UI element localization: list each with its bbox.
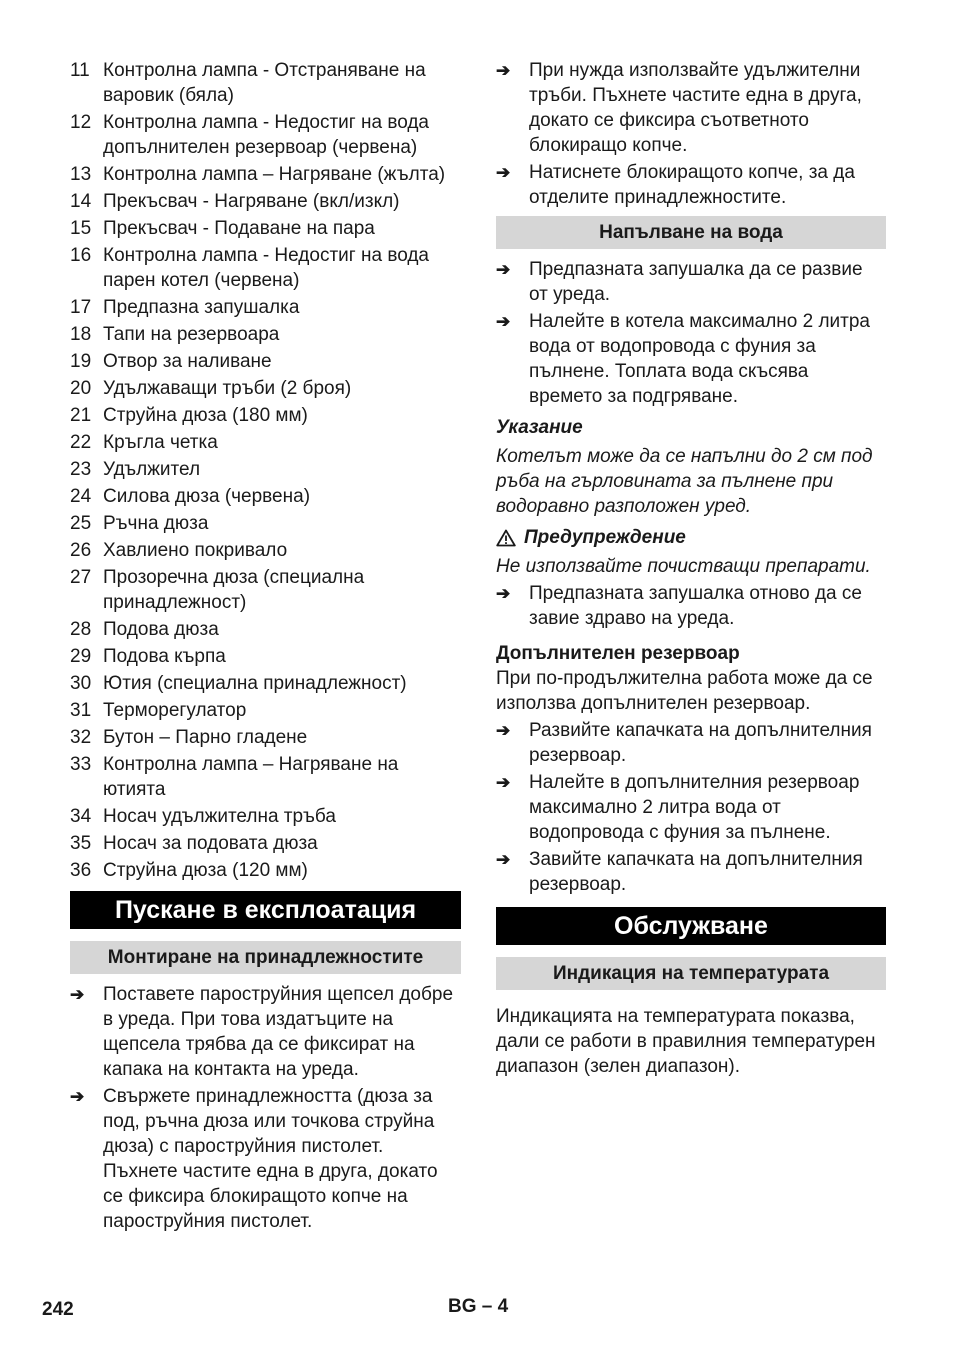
bullet-text: Предпазната запушалка да се развие от уреда.: [529, 259, 863, 305]
item-number: 36: [70, 860, 92, 881]
arrow-icon: ➔: [496, 260, 511, 279]
note-text: Котелът може да се напълни до 2 см под ръба на гърловината за пълнене при водоравно разположен уред.: [496, 446, 873, 517]
item-text: Контролна лампа - Недостиг на вода парен котел (червена): [103, 245, 429, 291]
subsection-title-accessories: Монтиране на принадлежностите: [70, 941, 461, 974]
item-text: Подова дюза: [103, 619, 219, 640]
bullet-text: Завийте капачката на допълнителния резервоар.: [529, 849, 863, 895]
item-text: Бутон – Парно гладене: [103, 727, 308, 748]
item-number: 25: [70, 513, 92, 534]
list-item: [70, 725, 461, 750]
item-text: Силова дюза (червена): [103, 486, 311, 507]
tank-text: При по-продължителна работа може да се използва допълнителен резервоар.: [496, 668, 873, 714]
arrow-icon: ➔: [70, 985, 85, 1004]
list-item: [70, 698, 461, 723]
item-number: 33: [70, 754, 92, 775]
arrow-icon: ➔: [496, 850, 511, 869]
item-number: 19: [70, 351, 92, 372]
item-number: 12: [70, 112, 92, 133]
right-column: [496, 58, 886, 1081]
warning-bullet: [496, 581, 886, 631]
item-text: Контролна лампа - Недостиг на вода допълнителен резервоар (червена): [103, 112, 429, 158]
subsection-title-water: Напълване на вода: [496, 216, 886, 249]
subsection-title-temperature: Индикация на температурата: [496, 957, 886, 990]
arrow-icon: ➔: [496, 163, 511, 182]
bullet-text: Развийте капачката на допълнителния резервоар.: [529, 720, 872, 766]
item-number: 11: [70, 60, 90, 81]
item-number: 22: [70, 432, 92, 453]
list-item: [70, 858, 461, 883]
bullet-item: [70, 1084, 461, 1234]
language-page-label: BG – 4: [448, 1296, 509, 1317]
item-number: 26: [70, 540, 92, 561]
list-item: [70, 322, 461, 347]
item-text: Тапи на резервоара: [103, 324, 280, 345]
bullet-item: [496, 770, 886, 845]
warning-heading: [496, 525, 886, 550]
bullet-item: [496, 847, 886, 897]
list-item: [70, 376, 461, 401]
accessories-bullets: [70, 982, 461, 1234]
left-column: [70, 58, 461, 1236]
list-item: [70, 295, 461, 320]
item-number: 34: [70, 806, 92, 827]
item-text: Предпазна запушалка: [103, 297, 300, 318]
parts-list: [70, 58, 461, 883]
list-item: [70, 511, 461, 536]
item-number: 32: [70, 727, 92, 748]
item-text: Носач за подовата дюза: [103, 833, 318, 854]
list-item: [70, 804, 461, 829]
list-item: [70, 671, 461, 696]
item-text: Удължител: [103, 459, 201, 480]
extension-bullets: [496, 58, 886, 210]
list-item: [70, 752, 461, 802]
item-number: 17: [70, 297, 92, 318]
temperature-text: Индикацията на температурата показва, дали се работи в правилния температурен диапазон (зелен диапазон).: [496, 1006, 876, 1077]
item-number: 30: [70, 673, 92, 694]
item-number: 35: [70, 833, 92, 854]
item-text: Ръчна дюза: [103, 513, 209, 534]
item-text: Терморегулатор: [103, 700, 247, 721]
bullet-text: При нужда използвайте удължителни тръби. Пъхнете частите една в друга, докато се фиксира съответното блокиращо копче.: [529, 60, 862, 156]
list-item: [70, 162, 461, 187]
item-text: Отвор за наливане: [103, 351, 272, 372]
warning-triangle-icon: [496, 529, 516, 547]
list-item: [70, 617, 461, 642]
item-text: Подова кърпа: [103, 646, 226, 667]
item-number: 15: [70, 218, 92, 239]
item-number: 21: [70, 405, 92, 426]
section-title-service: Обслужване: [496, 907, 886, 945]
item-text: Кръгла четка: [103, 432, 218, 453]
list-item: [70, 349, 461, 374]
item-number: 20: [70, 378, 92, 399]
item-text: Прекъсвач - Нагряване (вкл/изкл): [103, 191, 400, 212]
list-item: [70, 403, 461, 428]
item-number: 14: [70, 191, 92, 212]
item-text: Удължаващи тръби (2 броя): [103, 378, 352, 399]
list-item: [70, 831, 461, 856]
arrow-icon: ➔: [496, 773, 511, 792]
tank-bullets: [496, 718, 886, 897]
warning-label: Предупреждение: [524, 527, 686, 548]
item-text: Контролна лампа – Нагряване (жълта): [103, 164, 446, 185]
bullet-text: Налейте в допълнителния резервоар максимално 2 литра вода от водопровода с фуния за пълнене.: [529, 772, 860, 843]
arrow-icon: ➔: [70, 1087, 85, 1106]
bullet-text: Свържете принадлежността (дюза за под, ръчна дюза или точкова струйна дюза) с пароструйния пистолет. Пъхнете частите една в друга, докато се фиксира блокиращото копче на пароструйния пистолет.: [103, 1086, 438, 1232]
list-item: [70, 243, 461, 293]
page-number: 242: [42, 1299, 74, 1320]
item-number: 29: [70, 646, 92, 667]
item-text: Прозоречна дюза (специална принадлежност): [103, 567, 365, 613]
item-text: Ютия (специална принадлежност): [103, 673, 407, 694]
bullet-item: [496, 58, 886, 158]
arrow-icon: ➔: [496, 721, 511, 740]
bullet-text: Предпазната запушалка отново да се завие здраво на уреда.: [529, 583, 862, 629]
item-number: 24: [70, 486, 92, 507]
item-number: 27: [70, 567, 92, 588]
list-item: [70, 430, 461, 455]
bullet-item: [70, 982, 461, 1082]
item-number: 16: [70, 245, 92, 266]
list-item: [70, 216, 461, 241]
note-label: Указание: [496, 417, 583, 438]
warning-text: Не използвайте почистващи препарати.: [496, 556, 871, 577]
item-text: Контролна лампа – Нагряване на ютията: [103, 754, 399, 800]
bullet-item: [496, 160, 886, 210]
item-number: 13: [70, 164, 92, 185]
arrow-icon: ➔: [496, 61, 511, 80]
item-number: 23: [70, 459, 92, 480]
item-text: Прекъсвач - Подаване на пара: [103, 218, 375, 239]
list-item: [70, 457, 461, 482]
list-item: [70, 644, 461, 669]
arrow-icon: ➔: [496, 312, 511, 331]
item-number: 31: [70, 700, 92, 721]
item-number: 28: [70, 619, 92, 640]
item-number: 18: [70, 324, 92, 345]
bullet-text: Налейте в котела максимално 2 литра вода от водопровода с фуния за пълнене. Топлата вода скъсява времето за подгряване.: [529, 311, 870, 407]
arrow-icon: ➔: [496, 584, 511, 603]
bullet-text: Поставете пароструйния щепсел добре в уреда. При това издатъците на щепсела трябва да се фиксират на капака на контакта на уреда.: [103, 984, 454, 1080]
bullet-item: [496, 309, 886, 409]
tank-title: Допълнителен резервоар: [496, 643, 740, 664]
list-item: [70, 189, 461, 214]
list-item: [70, 110, 461, 160]
list-item: [70, 565, 461, 615]
item-text: Струйна дюза (120 мм): [103, 860, 308, 881]
bullet-text: Натиснете блокиращото копче, за да отделите принадлежностите.: [529, 162, 855, 208]
item-text: Хавлиено покривало: [103, 540, 288, 561]
item-text: Контролна лампа - Отстраняване на варовик (бяла): [103, 60, 426, 106]
section-title-startup: Пускане в експлоатация: [70, 891, 461, 929]
item-text: Струйна дюза (180 мм): [103, 405, 308, 426]
bullet-item: [496, 718, 886, 768]
water-bullets: [496, 257, 886, 409]
item-text: Носач удължителна тръба: [103, 806, 336, 827]
bullet-item: [496, 257, 886, 307]
list-item: [70, 58, 461, 108]
list-item: [70, 484, 461, 509]
list-item: [70, 538, 461, 563]
